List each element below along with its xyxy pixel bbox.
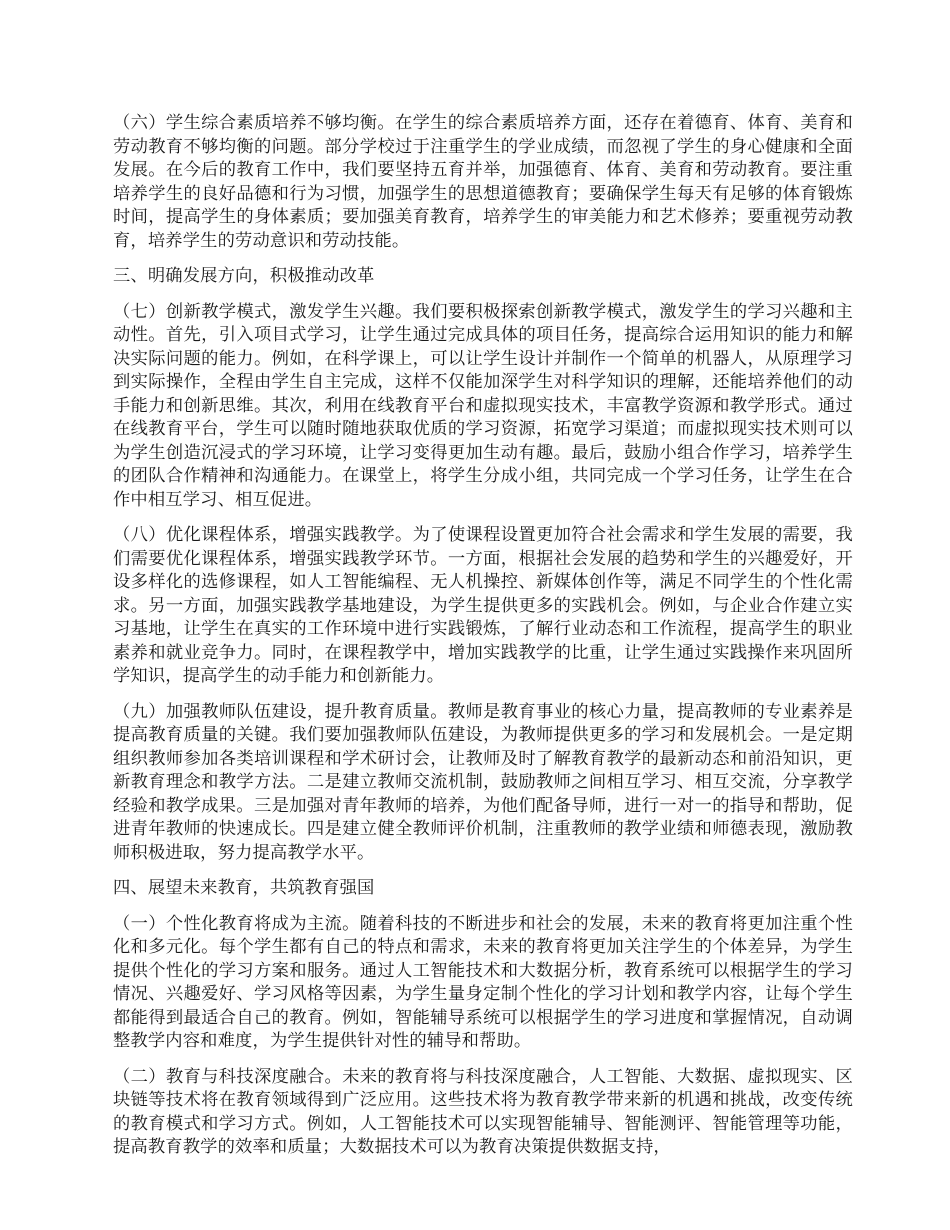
section-heading-3: 三、明确发展方向，积极推动改革 [113, 266, 375, 286]
paragraph-2-technology: （二）教育与科技深度融合。未来的教育将与科技深度融合，人工智能、大数据、虚拟现实、区块链等技术将在教育领域得到广泛应用。这些技术将为教育教学带来新的机遇和挑战，改变传统的教育模式和学习方式。例如，人工智能技术可以实现智能辅导、智能测评、智能管理等功能，提高教育教学的效率和质量；大数据技术可以为教育决策提供数据支持， [113, 1066, 853, 1157]
paragraph-1-personalized: （一）个性化教育将成为主流。随着科技的不断进步和社会的发展，未来的教育将更加注重个性化和多元化。每个学生都有自己的特点和需求，未来的教育将更加关注学生的个体差异，为学生提供个性化的学习方案和服务。通过人工智能技术和大数据分析，教育系统可以根据学生的学习情况、兴趣爱好、学习风格等因素，为学生量身定制个性化的学习计划和教学内容，让每个学生都能得到最适合自己的教育。例如，智能辅导系统可以根据学生的学习进度和掌握情况，自动调整教学内容和难度，为学生提供针对性的辅导和帮助。 [113, 913, 853, 1051]
paragraph-6-quality-balance: （六）学生综合素质培养不够均衡。在学生的综合素质培养方面，还存在着德育、体育、美育和劳动教育不够均衡的问题。部分学校过于注重学生的学业成绩，而忽视了学生的身心健康和全面发展。在今后的教育工作中，我们要坚持五育并举，加强德育、体育、美育和劳动教育。要注重培养学生的良好品德和行为习惯，加强学生的思想道德教育；要确保学生每天有足够的体育锻炼时间，提高学生的身体素质；要加强美育教育，培养学生的审美能力和艺术修养；要重视劳动教育，培养学生的劳动意识和劳动技能。 [113, 113, 853, 251]
section-heading-4: 四、展望未来教育，共筑教育强国 [113, 878, 375, 898]
paragraph-8-curriculum: （八）优化课程体系，增强实践教学。为了使课程设置更加符合社会需求和学生发展的需要，我们需要优化课程体系，增强实践教学环节。一方面，根据社会发展的趋势和学生的兴趣爱好，开设多样化的选修课程，如人工智能编程、无人机操控、新媒体创作等，满足不同学生的个性化需求。另一方面，加强实践教学基地建设，为学生提供更多的实践机会。例如，与企业合作建立实习基地，让学生在真实的工作环境中进行实践锻炼，了解行业动态和工作流程，提高学生的职业素养和就业竞争力。同时，在课程教学中，增加实践教学的比重，让学生通过实践操作来巩固所学知识，提高学生的动手能力和创新能力。 [113, 525, 853, 686]
paragraph-7-innovative-teaching: （七）创新教学模式，激发学生兴趣。我们要积极探索创新教学模式，激发学生的学习兴趣和主动性。首先，引入项目式学习，让学生通过完成具体的项目任务，提高综合运用知识的能力和解决实际问题的能力。例如，在科学课上，可以让学生设计并制作一个简单的机器人，从原理学习到实际操作，全程由学生自主完成，这样不仅能加深学生对科学知识的理解，还能培养他们的动手能力和创新思维。其次，利用在线教育平台和虚拟现实技术，丰富教学资源和教学形式。通过在线教育平台，学生可以随时随地获取优质的学习资源，拓宽学习渠道；而虚拟现实技术则可以为学生创造沉浸式的学习环境，让学习变得更加生动有趣。最后，鼓励小组合作学习，培养学生的团队合作精神和沟通能力。在课堂上，将学生分成小组，共同完成一个学习任务，让学生在合作中相互学习、相互促进。 [113, 301, 853, 510]
document-page [113, 112, 853, 1172]
paragraph-9-teacher-team: （九）加强教师队伍建设，提升教育质量。教师是教育事业的核心力量，提高教师的专业素养是提高教育质量的关键。我们要加强教师队伍建设，为教师提供更多的学习和发展机会。一是定期组织教师参加各类培训课程和学术研讨会，让教师及时了解教育教学的最新动态和前沿知识，更新教育理念和教学方法。二是建立教师交流机制，鼓励教师之间相互学习、相互交流，分享教学经验和教学成果。三是加强对青年教师的培养，为他们配备导师，进行一对一的指导和帮助，促进青年教师的快速成长。四是建立健全教师评价机制，注重教师的教学业绩和师德表现，激励教师积极进取，努力提高教学水平。 [113, 701, 853, 863]
